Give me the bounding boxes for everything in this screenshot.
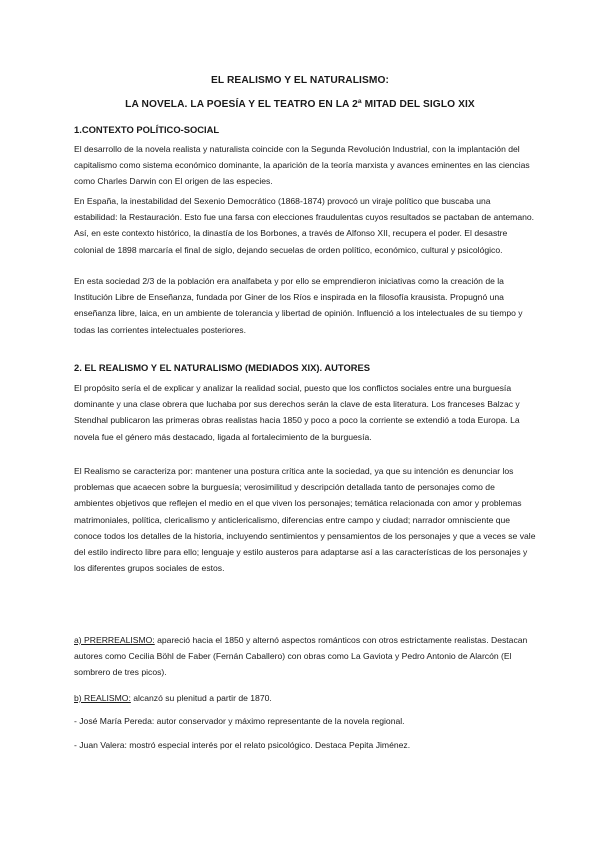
section-1-heading: 1.CONTEXTO POLÍTICO-SOCIAL (74, 124, 220, 135)
section-1-paragraph-2: En España, la inestabilidad del Sexenio Democrático (1868-1874) provocó un viraje político que buscaba una estabilidad: la Restauración. Esto fue una farsa con elecciones fraudulentas cuyos resultados se pactaban de antemano. Así, en este contexto histórico, la dinastía de los Borbones, a través de Alfonso XII, recupera el poder. El desastre colonial de 1898 marcaría el final de siglo, dejando secuelas de orden político, económico, cultural y psicológico. (74, 196, 535, 255)
prerrealismo-label: a) PRERREALISMO: (74, 635, 155, 645)
prerrealismo-paragraph (74, 632, 536, 681)
realismo-label: b) REALISMO: (74, 693, 131, 703)
document-subtitle: LA NOVELA. LA POESÍA Y EL TEATRO EN LA 2ª MITAD DEL SIGLO XIX (125, 99, 475, 110)
section-2-paragraph-1: El propósito sería el de explicar y analizar la realidad social, puesto que los conflictos sociales entre una burguesía dominante y una clase obrera que luchaba por sus derechos serán la clave de esta literatura. Los franceses Balzac y Stendhal publicaron las primeras obras realistas hacia 1850 y poco a poco la corriente se extendió a toda Europa. La novela fue el género más destacado, ligada al fortalecimiento de la burguesía. (74, 383, 520, 442)
document-title: EL REALISMO Y EL NATURALISMO: (211, 75, 389, 86)
prerrealismo-text: apareció hacia el 1850 y alternó aspectos románticos con otros estrictamente realistas. Destacan autores como Cecilia Böhl de Faber (Fernán Caballero) con obras como La Gaviota y Pedro Antonio de Alarcón (El sombrero de tres picos). (74, 635, 528, 678)
section-1-paragraph-3: En esta sociedad 2/3 de la población era analfabeta y por ello se emprendieron iniciativas como la creación de la Institución Libre de Enseñanza, fundada por Giner de los Ríos e inspirada en la filosofía krausista. Propugnó una enseñanza libre, laica, en un ambiente de tolerancia y libertad de opinión. Influenció a los intelectuales de su tiempo y todas las corrientes intelectuales posteriores. (74, 276, 523, 335)
section-2-heading: 2. EL REALISMO Y EL NATURALISMO (MEDIADOS XIX). AUTORES (74, 362, 371, 373)
author-pereda: - José María Pereda: autor conservador y máximo representante de la novela regional. (74, 716, 405, 726)
section-1-paragraph-1: El desarrollo de la novela realista y naturalista coincide con la Segunda Revolución Industrial, con la implantación del capitalismo como sistema económico dominante, la aparición de la teoría marxista y avances eminentes en las ciencias como Charles Darwin con El origen de las especies. (74, 144, 530, 187)
realismo-paragraph (74, 690, 536, 706)
realismo-text: alcanzó su plenitud a partir de 1870. (130, 693, 272, 703)
author-valera: - Juan Valera: mostró especial interés por el relato psicológico. Destaca Pepita Jiménez. (74, 740, 411, 750)
section-2-paragraph-2: El Realismo se caracteriza por: mantener una postura crítica ante la sociedad, ya que su intención es denunciar los problemas que acaecen sobre la burguesía; verosimilitud y descripción detallada tanto de personajes como de ambientes objetivos que reflejen el medio en el que viven los personajes; temática relacionada con amor y problemas matrimoniales, política, clericalismo y anticlericalismo, diferencias entre campo y ciudad; narrador omnisciente que conoce todos los detalles de la historia, incluyendo sentimientos y pensamientos de los personajes y que a veces se vale del estilo indirecto libre para ello; lenguaje y estilo austeros para adaptarse así a las características de los personajes y los diferentes grupos sociales de estos. (74, 466, 536, 574)
